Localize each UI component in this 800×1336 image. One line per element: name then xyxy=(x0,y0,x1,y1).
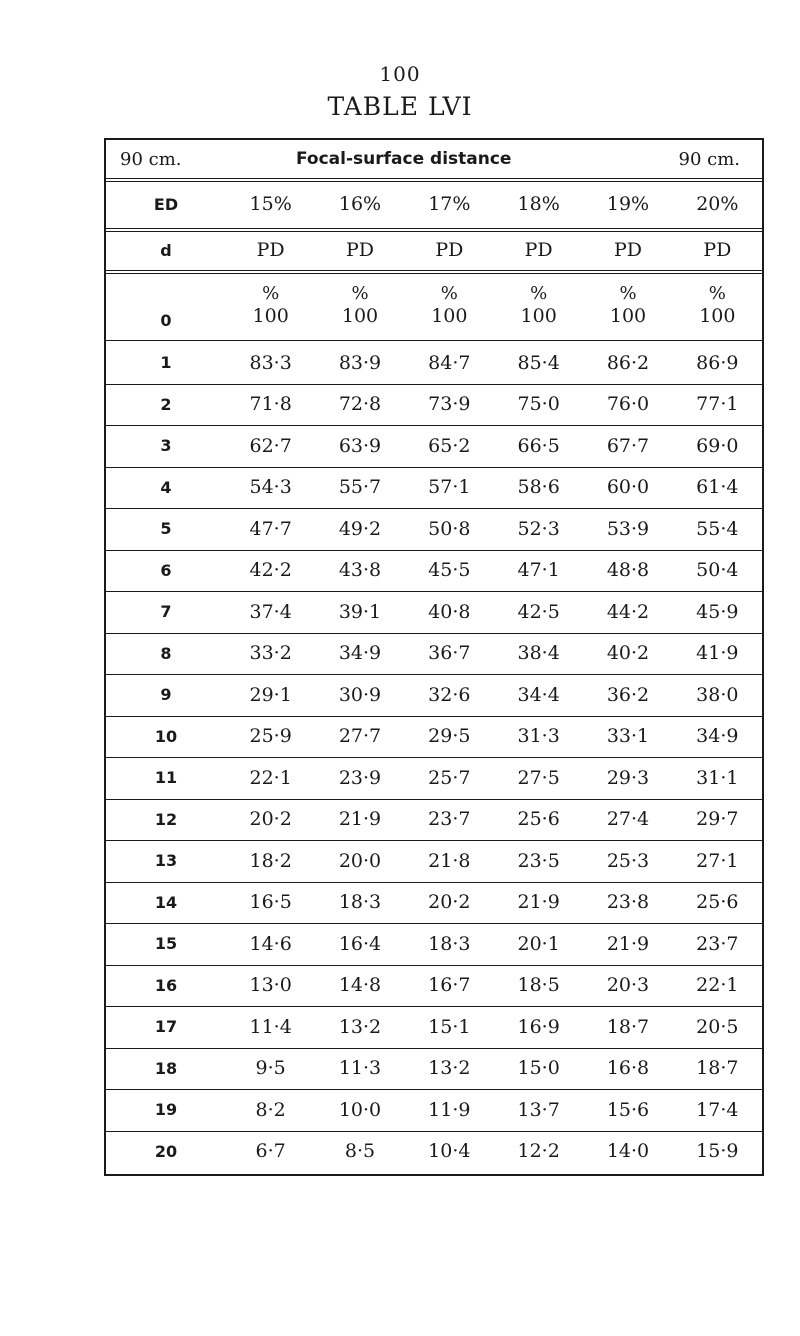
table-cell: 21·9 xyxy=(517,891,560,914)
table-cell: 25·3 xyxy=(606,849,650,872)
table-cell: 63·9 xyxy=(338,434,382,457)
table-row xyxy=(106,840,762,882)
percent-sign: % xyxy=(708,282,726,304)
table-cell: 86·9 xyxy=(696,351,739,374)
ed-value: 15% xyxy=(249,193,292,215)
table-cell: 29·5 xyxy=(428,725,471,748)
table-row xyxy=(106,591,762,633)
percent-value: 100 xyxy=(520,305,557,328)
table-row xyxy=(106,384,762,426)
data-table xyxy=(104,138,764,1176)
table-cell: 71·8 xyxy=(249,393,292,416)
table-cell: 27·4 xyxy=(606,808,650,831)
table-cell: 20·3 xyxy=(606,974,650,997)
table-cell: 73·9 xyxy=(428,393,471,416)
table-row xyxy=(106,467,762,509)
table-cell: 55·7 xyxy=(338,476,382,499)
table-row xyxy=(106,508,762,550)
table-cell: 55·4 xyxy=(696,517,739,540)
table-cell: 25·9 xyxy=(249,725,292,748)
focal-surface-distance-heading: Focal-surface distance xyxy=(296,149,512,169)
table-row xyxy=(106,757,762,799)
distance-right-label: 90 cm. xyxy=(678,149,740,170)
table-cell: 58·6 xyxy=(517,476,560,499)
table-cell: 33·1 xyxy=(606,725,650,748)
depth-label: 7 xyxy=(160,602,172,622)
table-cell: 23·5 xyxy=(517,849,560,872)
pd-label: PD xyxy=(435,239,464,261)
table-cell: 13·0 xyxy=(249,974,292,997)
table-row xyxy=(106,923,762,965)
table-cell: 23·8 xyxy=(606,891,650,914)
table-cell: 10·4 xyxy=(428,1140,471,1163)
ed-value: 16% xyxy=(338,193,382,215)
table-cell: 49·2 xyxy=(338,517,382,540)
table-row xyxy=(106,1131,762,1173)
table-cell: 10·0 xyxy=(338,1098,382,1121)
table-cell: 40·8 xyxy=(428,600,471,623)
table-cell: 86·2 xyxy=(606,351,650,374)
percent-value: 100 xyxy=(341,305,379,328)
table-row xyxy=(106,425,762,467)
table-cell: 18·7 xyxy=(696,1057,739,1080)
percent-sign: % xyxy=(351,282,369,304)
table-cell: 22·1 xyxy=(249,766,292,789)
table-cell: 15·0 xyxy=(517,1057,560,1080)
table-cell: 16·5 xyxy=(249,891,292,914)
table-cell: 23·7 xyxy=(428,808,471,831)
table-cell: 48·8 xyxy=(606,559,650,582)
table-cell: 18·5 xyxy=(517,974,560,997)
table-cell: 43·8 xyxy=(338,559,382,582)
table-cell: 15·9 xyxy=(696,1140,739,1163)
depth-label: 5 xyxy=(160,519,172,539)
table-cell: 42·2 xyxy=(249,559,292,582)
table-cell: 23·9 xyxy=(338,766,382,789)
depth-label: 3 xyxy=(160,436,172,456)
table-cell: 83·9 xyxy=(338,351,382,374)
depth-label: 16 xyxy=(154,975,178,995)
table-cell: 16·9 xyxy=(517,1015,560,1038)
table-cell: 11·4 xyxy=(249,1015,292,1038)
table-cell: 23·7 xyxy=(696,932,739,955)
table-row xyxy=(106,882,762,924)
pd-label: PD xyxy=(345,239,374,261)
table-cell: 18·3 xyxy=(338,891,382,914)
table-cell: 27·1 xyxy=(696,849,739,872)
table-cell: 20·0 xyxy=(338,849,382,872)
depth-label: 15 xyxy=(154,934,178,954)
table-caption-row xyxy=(106,140,762,178)
table-cell: 31·3 xyxy=(517,725,560,748)
percent-sign: % xyxy=(619,282,637,304)
ed-label: ED xyxy=(153,194,179,214)
table-cell: 39·1 xyxy=(338,600,382,623)
table-cell: 8·2 xyxy=(255,1098,286,1121)
table-cell: 77·1 xyxy=(696,393,739,416)
percent-value: 100 xyxy=(252,305,289,328)
table-cell: 20·2 xyxy=(249,808,292,831)
table-cell: 34·9 xyxy=(338,642,382,665)
depth-label: 11 xyxy=(154,768,178,788)
table-cell: 33·2 xyxy=(249,642,292,665)
ed-value: 19% xyxy=(606,193,650,215)
table-cell: 40·2 xyxy=(606,642,650,665)
table-cell: 11·9 xyxy=(428,1098,471,1121)
table-cell: 84·7 xyxy=(428,351,471,374)
d-header-row xyxy=(106,230,762,270)
table-cell: 62·7 xyxy=(249,434,292,457)
table-cell: 57·1 xyxy=(428,476,471,499)
depth-label: 2 xyxy=(160,394,172,414)
table-cell: 75·0 xyxy=(517,393,560,416)
table-cell: 66·5 xyxy=(517,434,560,457)
table-cell: 17·4 xyxy=(696,1098,739,1121)
d-label: d xyxy=(160,240,172,260)
distance-left-label: 90 cm. xyxy=(120,149,182,170)
depth-label: 1 xyxy=(160,353,172,373)
table-cell: 6·7 xyxy=(255,1140,286,1163)
table-cell: 16·7 xyxy=(428,974,471,997)
depth-label: 14 xyxy=(154,892,178,912)
table-row xyxy=(106,799,762,841)
table-cell: 29·3 xyxy=(606,766,650,789)
table-cell: 45·9 xyxy=(696,600,739,623)
table-cell: 83·3 xyxy=(249,351,292,374)
table-cell: 16·8 xyxy=(606,1057,650,1080)
pd-label: PD xyxy=(524,239,553,261)
table-cell: 38·4 xyxy=(517,642,560,665)
table-cell: 20·1 xyxy=(517,932,560,955)
table-row xyxy=(106,716,762,758)
page-number: 100 xyxy=(379,62,421,86)
zero-depth-label: 0 xyxy=(160,311,172,330)
percent-sign: % xyxy=(530,282,548,304)
table-cell: 30·9 xyxy=(338,683,382,706)
table-cell: 8·5 xyxy=(344,1140,376,1163)
table-cell: 34·4 xyxy=(517,683,560,706)
table-cell: 50·4 xyxy=(696,559,739,582)
percent-value: 100 xyxy=(699,305,736,328)
table-cell: 31·1 xyxy=(696,766,739,789)
table-cell: 13·7 xyxy=(517,1098,560,1121)
table-cell: 53·9 xyxy=(606,517,650,540)
table-cell: 34·9 xyxy=(696,725,739,748)
table-row xyxy=(106,965,762,1007)
table-cell: 72·8 xyxy=(338,393,382,416)
table-cell: 67·7 xyxy=(606,434,650,457)
depth-label: 8 xyxy=(160,643,172,663)
depth-label: 6 xyxy=(160,560,172,580)
table-cell: 42·5 xyxy=(517,600,560,623)
table-cell: 27·7 xyxy=(338,725,382,748)
table-row xyxy=(106,633,762,675)
percent-sign: % xyxy=(262,282,280,304)
percent-sign: % xyxy=(440,282,458,304)
table-cell: 11·3 xyxy=(338,1057,382,1080)
table-cell: 9·5 xyxy=(255,1057,286,1080)
table-cell: 69·0 xyxy=(696,434,739,457)
depth-label: 13 xyxy=(154,851,178,871)
pd-label: PD xyxy=(703,239,732,261)
table-cell: 21·9 xyxy=(338,808,382,831)
ed-value: 20% xyxy=(696,193,739,215)
table-cell: 18·7 xyxy=(606,1015,650,1038)
table-cell: 29·1 xyxy=(249,683,292,706)
table-cell: 61·4 xyxy=(696,476,739,499)
depth-label: 19 xyxy=(154,1100,178,1120)
percent-value: 100 xyxy=(609,305,647,328)
table-cell: 15·6 xyxy=(606,1098,650,1121)
table-row xyxy=(106,550,762,592)
table-cell: 47·1 xyxy=(517,559,560,582)
table-cell: 22·1 xyxy=(696,974,739,997)
table-cell: 45·5 xyxy=(428,559,471,582)
percent-cell xyxy=(315,283,404,329)
table-row xyxy=(106,1089,762,1131)
depth-label: 9 xyxy=(160,685,172,705)
table-cell: 41·9 xyxy=(696,642,739,665)
table-cell: 60·0 xyxy=(606,476,650,499)
table-cell: 52·3 xyxy=(517,517,560,540)
table-cell: 14·6 xyxy=(249,932,292,955)
depth-label: 20 xyxy=(154,1141,178,1161)
table-cell: 16·4 xyxy=(338,932,382,955)
table-cell: 12·2 xyxy=(517,1140,560,1163)
table-cell: 15·1 xyxy=(428,1015,471,1038)
table-cell: 44·2 xyxy=(606,600,650,623)
table-cell: 21·9 xyxy=(606,932,650,955)
table-row xyxy=(106,1048,762,1090)
table-cell: 13·2 xyxy=(428,1057,471,1080)
depth-label: 4 xyxy=(160,477,172,497)
depth-label: 18 xyxy=(154,1058,178,1078)
table-cell: 25·6 xyxy=(696,891,739,914)
table-cell: 21·8 xyxy=(428,849,471,872)
percent-cell xyxy=(405,283,494,329)
pd-label: PD xyxy=(256,239,285,261)
table-cell: 13·2 xyxy=(338,1015,382,1038)
percent-value: 100 xyxy=(431,305,468,328)
table-cell: 38·0 xyxy=(696,683,739,706)
table-row xyxy=(106,674,762,716)
table-cell: 76·0 xyxy=(606,393,650,416)
table-cell: 18·2 xyxy=(249,849,292,872)
zero-depth-row xyxy=(106,274,762,338)
table-cell: 18·3 xyxy=(428,932,471,955)
table-title: TABLE LVI xyxy=(327,92,473,121)
table-cell: 29·7 xyxy=(696,808,739,831)
ed-value: 18% xyxy=(517,193,560,215)
table-cell: 27·5 xyxy=(517,766,560,789)
depth-label: 10 xyxy=(154,726,178,746)
table-cell: 20·5 xyxy=(696,1015,739,1038)
ed-value: 17% xyxy=(428,193,471,215)
table-cell: 47·7 xyxy=(249,517,292,540)
percent-cell xyxy=(673,283,762,329)
percent-cell xyxy=(583,283,672,329)
table-cell: 25·6 xyxy=(517,808,560,831)
table-cell: 65·2 xyxy=(428,434,471,457)
table-cell: 14·8 xyxy=(338,974,382,997)
table-row xyxy=(106,342,762,384)
percent-cell xyxy=(494,283,583,329)
table-cell: 54·3 xyxy=(249,476,292,499)
table-cell: 32·6 xyxy=(428,683,471,706)
table-cell: 36·7 xyxy=(428,642,471,665)
table-cell: 14·0 xyxy=(606,1140,650,1163)
table-row xyxy=(106,1006,762,1048)
depth-label: 12 xyxy=(154,809,178,829)
pd-label: PD xyxy=(613,239,642,261)
percent-cell xyxy=(226,283,315,329)
table-cell: 85·4 xyxy=(517,351,560,374)
table-cell: 25·7 xyxy=(428,766,471,789)
table-cell: 37·4 xyxy=(249,600,292,623)
table-cell: 20·2 xyxy=(428,891,471,914)
table-cell: 50·8 xyxy=(428,517,471,540)
depth-label: 17 xyxy=(154,1017,178,1037)
table-cell: 36·2 xyxy=(606,683,650,706)
row-rule xyxy=(106,340,762,341)
ed-header-row xyxy=(106,180,762,228)
